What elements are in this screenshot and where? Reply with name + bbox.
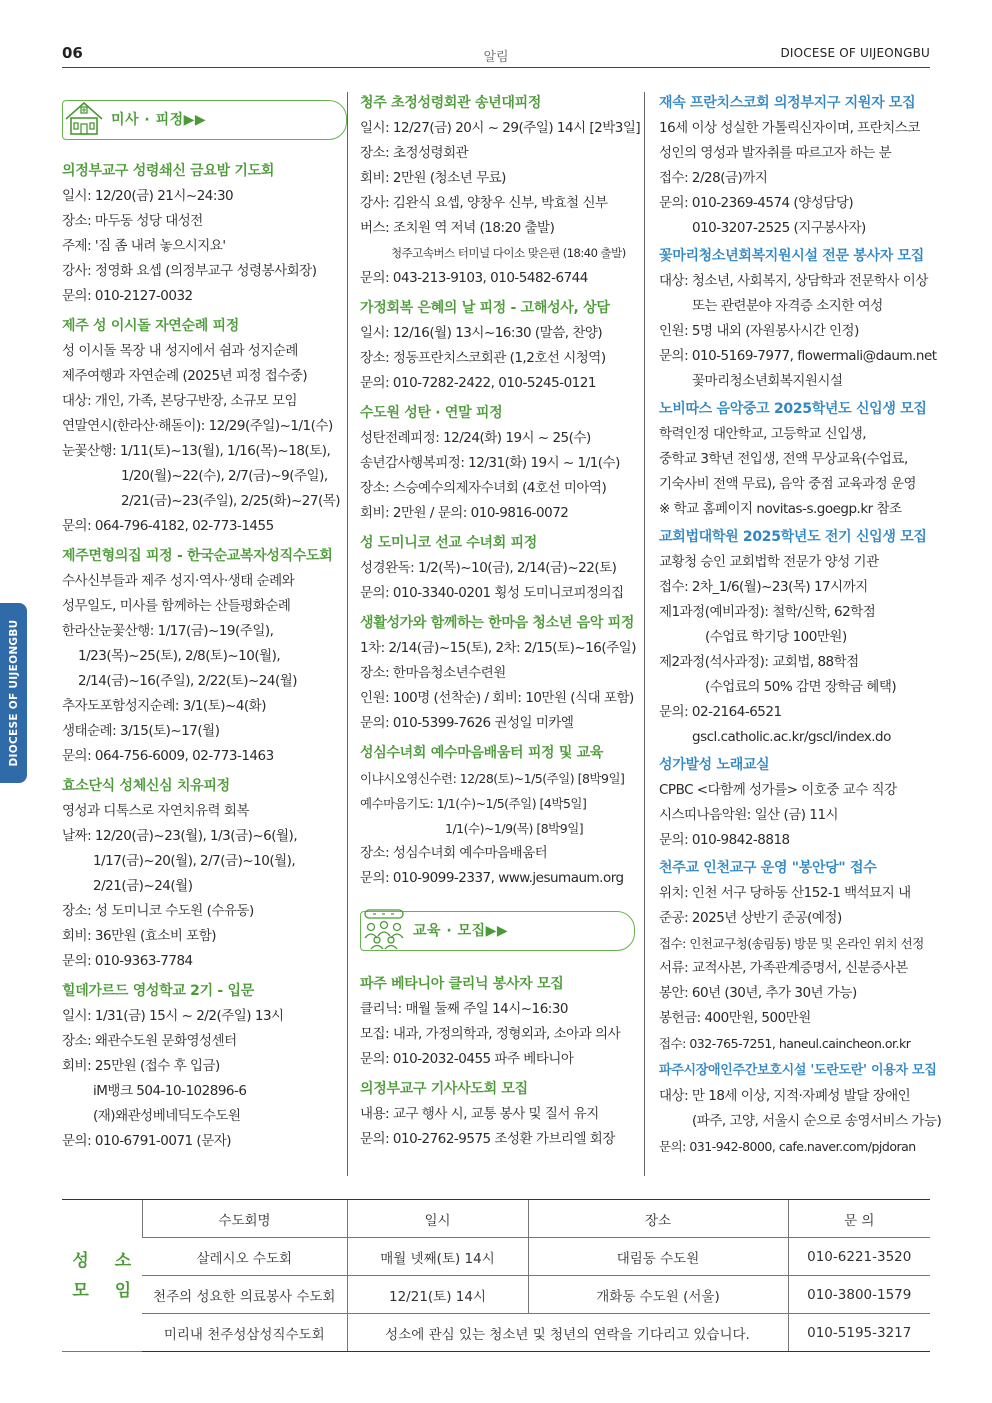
item-line: 제1과정(예비과정): 철학/신학, 62학점 (659, 604, 876, 620)
item-line: 문의: 02-2164-6521 (659, 704, 782, 720)
table-row (62, 1314, 930, 1352)
item-line: 문의: 010-2369-4574 (양성담당) (659, 195, 854, 211)
item-line: 접수: 2/28(금)까지 (659, 170, 768, 186)
item-line: 연말연시(한라산·해돋이): 12/29(주일)~1/1(수) (62, 418, 333, 434)
item-line: 성경완독: 1/2(목)~10(금), 2/14(금)~22(토) (360, 560, 617, 576)
side-label-line: 성 소 (72, 1250, 142, 1271)
table-cell: 12/21(토) 14시 (347, 1276, 528, 1314)
item-doran-doran (659, 1058, 944, 1159)
item-line: 영성과 디톡스로 자연치유력 회복 (62, 803, 249, 819)
item-title: 파주시장애인주간보호시설 '도란도란' 이용자 모집 (659, 1063, 937, 1078)
item-sacred-heart-retreat (360, 740, 635, 891)
item-line: 1/1(수)~1/9(목) [8박9일] (445, 821, 584, 836)
item-knights-apostolate (360, 1076, 635, 1152)
item-line: 봉안: 60년 (30년, 추가 30년 가능) (659, 985, 857, 1001)
table-cell: 성소에 관심 있는 청소년 및 청년의 연락을 기다리고 있습니다. (347, 1314, 788, 1352)
people-group-icon (361, 906, 407, 952)
item-line: iM뱅크 504-10-102896-6 (93, 1083, 247, 1099)
item-line: 생태순례: 3/15(토)~17(월) (62, 723, 220, 739)
item-line: 장소: 초정성령회관 (360, 145, 469, 161)
item-line: 문의: 010-6791-0071 (문자) (62, 1133, 232, 1149)
item-line: 눈꽃산행: 1/11(토)~13(월), 1/16(목)~18(토), (62, 443, 331, 459)
item-line: 장소: 왜관수도원 문화영성센터 (62, 1033, 237, 1049)
item-line: 문의: 010-9842-8818 (659, 832, 790, 848)
item-line: 예수마음기도: 1/1(수)~1/5(주일) [4박5일] (360, 796, 587, 811)
item-singing-class (659, 752, 944, 853)
item-line: 수사신부들과 제주 성지·역사·생태 순례와 (62, 573, 295, 589)
item-line: 문의: 010-9099-2337, www.jesumaum.org (360, 870, 624, 886)
item-line: 대상: 청소년, 사회복지, 상담학과 전문학사 이상 (659, 273, 928, 289)
item-line: (수업료 학기당 100만원) (705, 629, 847, 645)
column-header: 문 의 (788, 1200, 930, 1238)
table-cell: 천주의 성요한 의료봉사 수도회 (142, 1276, 347, 1314)
item-line: 봉헌금: 400만원, 500만원 (659, 1010, 811, 1026)
item-line: 접수: 2차_1/6(월)~23(목) 17시까지 (659, 579, 868, 595)
item-title: 성심수녀회 예수마음배움터 피정 및 교육 (360, 745, 604, 761)
item-line: 회비: 25만원 (접수 후 입금) (62, 1058, 220, 1074)
side-tab (0, 603, 27, 783)
item-line: 추자도포함성지순례: 3/1(토)~4(화) (62, 698, 266, 714)
item-line: ※ 학교 홈페이지 novitas-s.goegp.kr 참조 (659, 501, 902, 517)
item-spirit-prayer (62, 158, 347, 309)
item-line: 일시: 12/20(금) 21시~24:30 (62, 188, 234, 204)
item-line: 성인의 영성과 발자취를 따르고자 하는 분 (659, 145, 892, 161)
item-line: 강사: 정영화 요셉 (의정부교구 성령봉사회장) (62, 263, 317, 279)
item-line: 010-3207-2525 (지구봉사자) (692, 220, 866, 236)
item-hildegard-school (62, 978, 347, 1154)
table-side-label (62, 1200, 142, 1352)
item-line: 강사: 김완식 요셉, 양창우 신부, 박효철 신부 (360, 195, 608, 211)
item-line: 학력인정 대안학교, 고등학교 신입생, (659, 426, 867, 442)
diocese-name: DIOCESE OF UIJEONGBU (780, 46, 930, 60)
page-header (62, 44, 930, 68)
table-cell: 살레시오 수도회 (142, 1238, 347, 1276)
item-line: 모집: 내과, 가정의학과, 정형외과, 소아과 의사 (360, 1026, 621, 1042)
item-line: 1/23(목)~25(토), 2/8(토)~10(월), (78, 648, 281, 664)
item-line: 날짜: 12/20(금)~23(월), 1/3(금)~6(월), (62, 828, 298, 844)
item-title: 의정부교구 기사사도회 모집 (360, 1081, 528, 1097)
item-line: 제2과정(석사과정): 교회법, 88학점 (659, 654, 859, 670)
item-title: 가정회복 은혜의 날 피정 - 고해성사, 상담 (360, 300, 610, 316)
item-title: 성 도미니코 선교 수녀회 피정 (360, 535, 537, 551)
item-line: 1/20(월)~22(수), 2/7(금)~9(주일), (121, 468, 328, 484)
column-1 (62, 88, 347, 1154)
side-label-line: 모 임 (72, 1280, 142, 1301)
item-line: 성무일도, 미사를 함께하는 산들평화순례 (62, 598, 291, 614)
item-line: 장소: 마두동 성당 대성전 (62, 213, 203, 229)
item-line: 문의: 031-942-8000, cafe.naver.com/pjdoran (659, 1139, 916, 1154)
item-line: 인원: 5명 내외 (자원봉사시간 인정) (659, 323, 859, 339)
item-line: 문의: 043-213-9103, 010-5482-6744 (360, 270, 588, 286)
item-family-recovery (360, 295, 635, 396)
table-row (62, 1276, 930, 1314)
header-divider (62, 67, 930, 68)
item-title: 의정부교구 성령쇄신 금요밤 기도회 (62, 163, 275, 179)
item-title: 파주 베타니아 클리닉 봉사자 모집 (360, 976, 564, 992)
item-line: 2/21(금)~23(주일), 2/25(화)~27(목) (121, 493, 341, 509)
item-line: gscl.catholic.ac.kr/gscl/index.do (692, 729, 891, 745)
item-line: 장소: 스승예수의제자수녀회 (4호선 미아역) (360, 480, 607, 496)
item-line: 문의: 010-5399-7626 권성일 미카엘 (360, 715, 574, 731)
item-line: 대상: 개인, 가족, 본당구반장, 소규모 모임 (62, 393, 298, 409)
item-line: 회비: 2만원 / 문의: 010-9816-0072 (360, 505, 569, 521)
vocation-meeting-table (62, 1199, 930, 1352)
item-secular-franciscan (659, 90, 944, 241)
item-canon-law-graduate (659, 524, 944, 750)
item-line: 문의: 010-2127-0032 (62, 288, 193, 304)
item-line: 성 이시돌 목장 내 성지에서 쉼과 성지순례 (62, 343, 298, 359)
item-line: (파주, 고양, 서울시 순으로 송영서비스 가능) (692, 1113, 942, 1129)
item-title: 수도원 성탄 · 연말 피정 (360, 405, 503, 421)
item-line: 일시: 1/31(금) 15시 ~ 2/2(주일) 13시 (62, 1008, 284, 1024)
item-line: 성탄전례피정: 12/24(화) 19시 ~ 25(수) (360, 430, 591, 446)
banner-title: 미사 · 피정▶▶ (111, 112, 207, 128)
item-line: 버스: 조치원 역 저녁 (18:20 출발) (360, 220, 555, 236)
table-cell: 미리내 천주성삼성직수도회 (142, 1314, 347, 1352)
item-title: 성가발성 노래교실 (659, 757, 770, 773)
item-dominican-retreat (360, 530, 635, 606)
item-line: 장소: 성 도미니코 수도원 (수유동) (62, 903, 254, 919)
item-line: 1/17(금)~20(월), 2/7(금)~10(월), (93, 853, 296, 869)
mass-retreat-banner (62, 100, 347, 140)
item-line: 시스띠나음악원: 일산 (금) 11시 (659, 807, 839, 823)
item-line: 주제: '짐 좀 내려 놓으시지요' (62, 238, 226, 254)
item-line: 회비: 2만원 (청소년 무료) (360, 170, 506, 186)
column-header: 일시 (347, 1200, 528, 1238)
item-line: 1차: 2/14(금)~15(토), 2차: 2/15(토)~16(주일) (360, 640, 636, 656)
item-line: CPBC <다함께 성가를> 이호중 교수 직강 (659, 782, 897, 798)
table-cell: 개화동 수도원 (서울) (528, 1276, 788, 1314)
item-line: 2/21(금)~24(월) (93, 878, 193, 894)
item-title: 노비따스 음악중고 2025학년도 신입생 모집 (659, 401, 927, 417)
item-line: 장소: 정동프란치스코회관 (1,2호선 시청역) (360, 350, 606, 366)
item-line: (수업료의 50% 감면 장학금 혜택) (705, 679, 897, 695)
item-line: 문의: 010-7282-2422, 010-5245-0121 (360, 375, 596, 391)
item-title: 생활성가와 함께하는 한마음 청소년 음악 피정 (360, 615, 635, 631)
item-line: 문의: 010-3340-0201 횡성 도미니코피정의집 (360, 585, 624, 601)
item-line: (재)왜관성베네딕도수도원 (93, 1108, 241, 1124)
section-title: 알림 (483, 50, 509, 65)
item-line: 청주고속버스 터미널 다이소 맞은편 (18:40 출발) (391, 246, 626, 260)
item-title: 제주면형의집 피정 - 한국순교복자성직수도회 (62, 548, 333, 564)
item-line: 클리닉: 매월 둘째 주일 14시~16:30 (360, 1001, 569, 1017)
item-line: 중학교 3학년 전입생, 전액 무상교육(수업료, (659, 451, 908, 467)
item-title: 청주 초정성령회관 송년대피정 (360, 95, 542, 111)
item-line: 2/14(금)~16(주일), 2/22(토)~24(월) (78, 673, 298, 689)
item-title: 제주 성 이시돌 자연순례 피정 (62, 318, 239, 334)
item-line: 회비: 36만원 (효소비 포함) (62, 928, 217, 944)
item-line: 접수: 인천교구청(송림동) 방문 및 온라인 위치 선정 (659, 936, 924, 951)
item-kkotmari-volunteer (659, 243, 944, 394)
item-line: 16세 이상 성실한 가톨릭신자이며, 프란치스코 (659, 120, 920, 136)
item-line: 일시: 12/16(월) 13시~16:30 (말씀, 찬양) (360, 325, 603, 341)
item-youth-music-retreat (360, 610, 635, 736)
item-line: 제주여행과 자연순례 (2025년 피정 접수중) (62, 368, 308, 384)
item-line: 문의: 010-2032-0455 파주 베타니아 (360, 1051, 574, 1067)
item-line: 또는 관련분야 자격증 소지한 여성 (692, 298, 883, 314)
item-title: 재속 프란치스코회 의정부지구 지원자 모집 (659, 95, 916, 111)
table-cell: 010-3800-1579 (788, 1276, 930, 1314)
item-enzyme-fasting (62, 773, 347, 974)
item-bethania-clinic (360, 971, 635, 1072)
item-chojeong-retreat (360, 90, 641, 291)
item-title: 교회법대학원 2025학년도 전기 신입생 모집 (659, 529, 927, 545)
item-line: 한라산눈꽃산행: 1/17(금)~19(주일), (62, 623, 274, 639)
item-line: 문의: 010-2762-9575 조성환 가브리엘 회장 (360, 1131, 615, 1147)
item-title: 효소단식 성체신심 치유피정 (62, 778, 230, 794)
column-divider (347, 92, 348, 1176)
item-line: 위치: 인천 서구 당하동 산152-1 백석묘지 내 (659, 885, 911, 901)
table-row (62, 1238, 930, 1276)
item-line: 문의: 010-5169-7977, flowermali@daum.net (659, 348, 937, 364)
banner-title: 교육 · 모집▶▶ (413, 923, 509, 939)
item-line: 꽃마리청소년회복지원시설 (692, 373, 843, 389)
item-christmas-retreat (360, 400, 635, 526)
table-header-row (62, 1200, 930, 1238)
item-line: 인원: 100명 (선착순) / 회비: 10만원 (식대 포함) (360, 690, 634, 706)
item-title: 힐데가르드 영성학교 2기 - 입문 (62, 983, 254, 999)
column-3 (659, 88, 944, 1159)
item-line: 접수: 032-765-7251, haneul.caincheon.or.kr (659, 1036, 911, 1051)
column-2 (360, 88, 641, 1152)
item-line: 문의: 010-9363-7784 (62, 953, 193, 969)
item-line: 대상: 만 18세 이상, 지적·자폐성 발달 장애인 (659, 1088, 911, 1104)
column-header: 장소 (528, 1200, 788, 1238)
table-cell: 매월 넷째(토) 14시 (347, 1238, 528, 1276)
item-line: 일시: 12/27(금) 20시 ~ 29(주일) 14시 [2박3일] (360, 120, 641, 136)
item-incheon-ossuary (659, 855, 944, 1056)
item-line: 기숙사비 전액 무료), 음악 중점 교육과정 운영 (659, 476, 917, 492)
item-line: 교황청 승인 교회법학 전문가 양성 기관 (659, 554, 879, 570)
education-recruit-banner (360, 911, 635, 951)
item-line: 장소: 한마음청소년수련원 (360, 665, 506, 681)
item-title: 꽃마리청소년회복지원시설 전문 봉사자 모집 (659, 248, 924, 264)
item-line: 이냐시오영신수련: 12/28(토)~1/5(주일) [8박9일] (360, 771, 625, 786)
item-line: 송년감사행복피정: 12/31(화) 19시 ~ 1/1(수) (360, 455, 620, 471)
table-cell: 010-6221-3520 (788, 1238, 930, 1276)
item-line: 서류: 교적사본, 가족관계증명서, 신분증사본 (659, 960, 908, 976)
item-line: 문의: 064-756-6009, 02-773-1463 (62, 748, 274, 764)
page-number: 06 (62, 44, 83, 62)
item-jeju-isidore (62, 313, 347, 539)
church-icon (63, 97, 105, 139)
side-tab-label: DIOCESE OF UIJEONGBU (7, 619, 20, 767)
item-line: 준공: 2025년 상반기 준공(예정) (659, 910, 842, 926)
item-jeju-myeonhyeong (62, 543, 347, 769)
table-cell: 010-5195-3217 (788, 1314, 930, 1352)
table-cell: 대림동 수도원 (528, 1238, 788, 1276)
item-novitas-school (659, 396, 944, 522)
column-header: 수도회명 (142, 1200, 347, 1238)
item-title: 천주교 인천교구 운영 "봉안당" 접수 (659, 860, 877, 876)
column-divider (644, 92, 645, 1176)
item-line: 장소: 성심수녀회 예수마음배움터 (360, 845, 548, 861)
item-line: 내용: 교구 행사 시, 교통 봉사 및 질서 유지 (360, 1106, 599, 1122)
item-line: 문의: 064-796-4182, 02-773-1455 (62, 518, 274, 534)
